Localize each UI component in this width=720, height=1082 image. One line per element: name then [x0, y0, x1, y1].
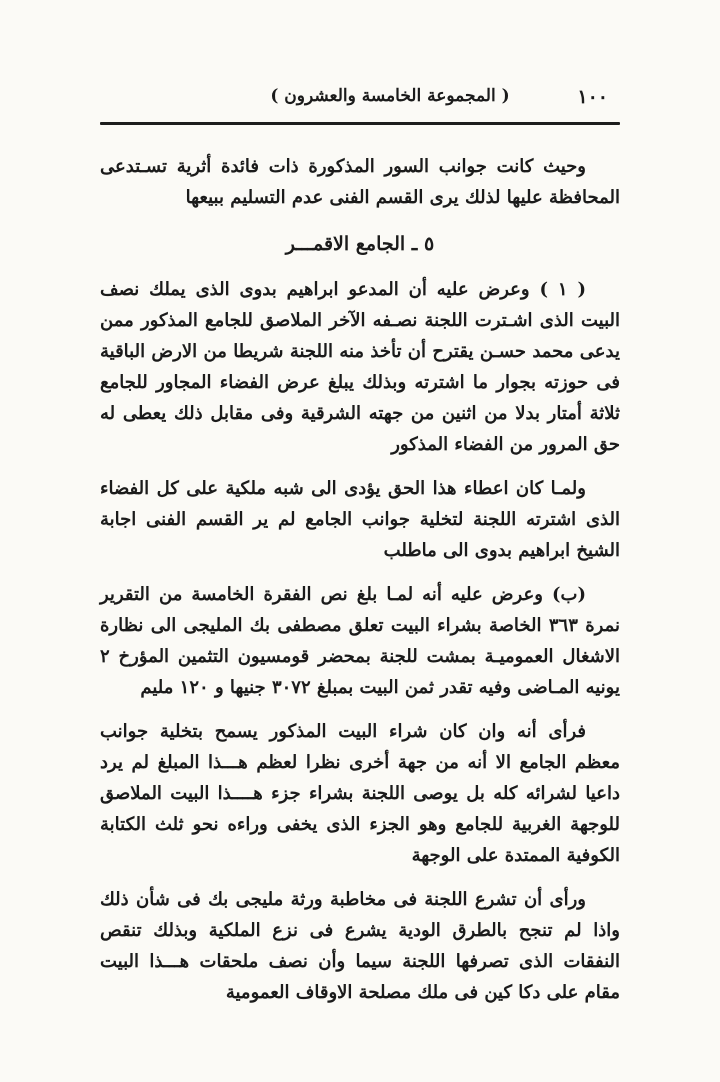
body-paragraph-5: ورأى أن تشرع اللجنة فى مخاطبة ورثة مليجى بك فى شأن ذلك واذا لم تنجح بالطرق الودية يشرع فى نزع الملكية وبذلك تنقص النفقات الذى تصرفها اللجنة سيما وأن نصف ملحقات هـــذا البيت مقام على دكا كين فى ملك مصلحة الاوقاف العمومية — [100, 889, 620, 1003]
body-paragraph-1: ( ١ ) وعرض عليه أن المدعو ابراهيم بدوى الذى يملك نصف البيت الذى اشـترت اللجنة نصـفه الآخر الملاصق للجامع المذكور ممن يدعى محمد حسـن يقترح أن تأخذ منه اللجنة شريطا من الارض الباقية فى حوزته بجوار ما اشترته وبذلك يبلغ عرض الفضاء المجاور للجامع ثلاثة أمتار بدلا من اثنين من جهته الشرقية وفى مقابل ذلك يعطى له حق المرور من الفضاء المذكور — [100, 279, 620, 455]
header-rule — [100, 122, 620, 125]
header-title: ( المجموعة الخامسة والعشرون ) — [270, 86, 510, 106]
document-body — [100, 151, 620, 1008]
intro-paragraph: وحيث كانت جوانب السور المذكورة ذات فائدة أثرية تسـتدعى المحافظة عليها لذلك يرى القسم الفنى عدم التسليم ببيعها — [100, 156, 620, 208]
page-content-column — [100, 86, 620, 1021]
body-paragraph-4: فرأى أنه وان كان شراء البيت المذكور يسمح بتخلية جوانب معظم الجامع الا أنه من جهة أخرى نظرا لعظم هـــذا المبلغ لم يرد داعيا لشرائه كله بل يوصى اللجنة بشراء جزء هــــذا البيت الملاصق للوجهة الغربية للجامع وهو الجزء الذى يخفى وراءه نحو ثلث الكتابة الكوفية الممتدة على الوجهة — [100, 721, 620, 866]
body-paragraph-2: ولمـا كان اعطاء هذا الحق يؤدى الى شبه ملكية على كل الفضاء الذى اشترته اللجنة لتخلية جوانب الجامع لم ير القسم الفنى اجابة الشيخ ابراهيم بدوى الى ماطلب — [100, 478, 620, 561]
page-number: ١٠٠ — [577, 86, 608, 108]
section-heading: ٥ ـ الجامع الاقمـــر — [285, 233, 435, 255]
page-header — [100, 86, 620, 116]
body-paragraph-3: (ب) وعرض عليه أنه لمـا بلغ نص الفقرة الخامسة من التقرير نمرة ٣٦٣ الخاصة بشراء البيت تعلق مصطفى بك المليجى الى نظارة الاشغال العموميـة بمشت للجنة بمحضر قومسيون التثمين المؤرخ ٢ يونيه المـاضى وفيه تقدر ثمن البيت بمبلغ ٣٠٧٢ جنيها و ١٢٠ مليم — [100, 584, 620, 698]
